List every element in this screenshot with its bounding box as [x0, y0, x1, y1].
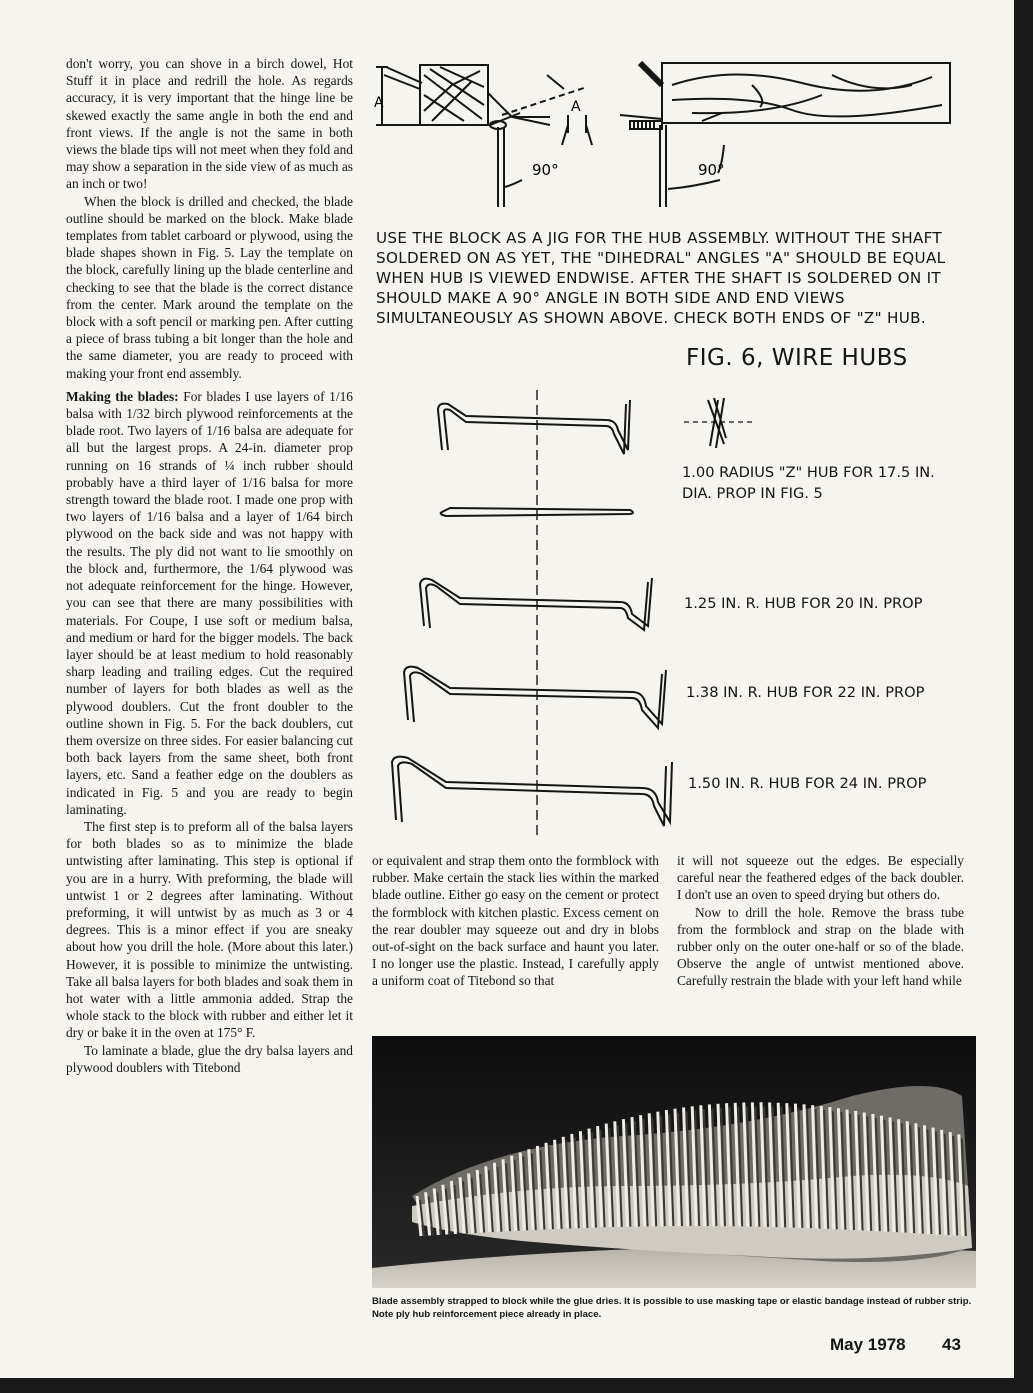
hub-jig-diagram — [372, 55, 962, 215]
hub-label-4: 1.50 IN. R. HUB FOR 24 IN. PROP — [688, 775, 927, 792]
wire-hubs-drawing — [380, 380, 680, 840]
angle-label-90: 90° — [532, 161, 559, 179]
paragraph: The first step is to preform all of the balsa layers for both blades so as to minimize the blade untwisting after laminating. This step is optional if you are in a hurry. With preforming, the blade will untwist 1 or 2 degrees after laminating. Without preforming, it will untwist by as much as 3 or 4 degrees. This is a minor effect if you are sneaky about how you drill the hole. (More about this later.) However, it is possible to minimize the untwisting. Take all balsa layers for both blades and soak them in hot water with a little ammonia added. Strap the whole stack to the block with rubber and either let it dry or bake it in the oven at 175° F. — [66, 818, 353, 1041]
hub-label-1 — [682, 462, 942, 504]
scan-edge-bottom — [0, 1378, 1033, 1393]
angle-label-a: A — [571, 99, 581, 115]
paragraph: To laminate a blade, glue the dry balsa layers and plywood doublers with Titebond — [66, 1042, 353, 1075]
hub-label-3: 1.38 IN. R. HUB FOR 22 IN. PROP — [686, 684, 925, 701]
page-number: 43 — [942, 1335, 961, 1354]
section-text: For blades I use layers of 1/16 balsa with 1/32 birch plywood reinforcements at the blade root. Two layers of 1/16 balsa are adequate for all but the largest props. A 24-in. diameter prop running on 16 strands of ¼ inch rubber should probably have a third layer of 1/16 balsa for more strength toward the blade root. I made one prop with two layers of 1/16 balsa and a layer of 1/64 birch plywood on the back side and was not happy with the results. The ply did not want to lie smoothly on the block and, furthermore, the 1/64 plywood was not adequate reinforcement for the hinge. However, you can see that there are many possibilities with materials. For Coupe, I use soft or medium balsa, and medium or hard for the bigger models. The back layer should be at least medium to hold reasonably sharp leading and trailing edges. Cut the required number of layers for both blades as well as the plywood doublers. Cut the front doubler to the outline shown in Fig. 5. For the back doublers, cut them oversize on three sides. For easier balancing cut both back layers from the same sheet, both front layers, etc. Sand a feather edge on the doublers as indicated in Fig. 5 and you are ready to begin laminating. — [66, 388, 353, 817]
jig-instructions — [376, 228, 964, 328]
hub-label-text: 1.00 RADIUS "Z" HUB FOR 17.5 IN. DIA. PROP IN FIG. 5 — [682, 464, 935, 502]
hub-end-view-symbol — [680, 392, 760, 454]
paragraph: Now to drill the hole. Remove the brass tube from the formblock and strap on the blade with rubber only on the outer one-half or so of the blade. Observe the angle of untwist mentioned above. Carefully restrain the blade with your left hand while — [677, 904, 964, 989]
hub-label-2: 1.25 IN. R. HUB FOR 20 IN. PROP — [684, 595, 923, 612]
paragraph — [66, 388, 353, 818]
article-column-3 — [677, 852, 964, 990]
paragraph: When the block is drilled and checked, the blade outline should be marked on the block. Make blade templates from tablet carboard or plywood, using the blade shapes shown in Fig. 5. Lay the template on the block, carefully lining up the blade centerline and checking to see that the blade is the correct distance from the center. Mark around the template on the block with a soft pencil or marking pen. After cutting a piece of brass tubing a bit longer than the hole and the same diameter, you are ready to proceed with making your front end assembly. — [66, 193, 353, 381]
paragraph: don't worry, you can shove in a birch dowel, Hot Stuff it in place and redrill the hole. As regards accuracy, it is very important that the hinge line be skewed exactly the same angle in both the end and front views. If the angle is not the same in both views the blade tips will not meet when they fold and may show a separation in the side view of as much as an inch or two! — [66, 56, 353, 192]
photo-caption: Blade assembly strapped to block while the glue dries. It is possible to use masking tape or elastic bandage instead of rubber strip. Note ply hub reinforcement piece already in place. — [372, 1296, 972, 1320]
footer-date: May 1978 — [830, 1335, 906, 1354]
blade-assembly-photo — [372, 1036, 976, 1288]
article-column-1 — [66, 55, 353, 1076]
scan-edge-right — [1014, 0, 1033, 1393]
paragraph: or equivalent and strap them onto the formblock with rubber. Make certain the stack lies within the marked blade outline. Either go easy on the cement or protect the formblock with kitchen plastic. Excess cement on the rear doubler may squeeze out and dry in blobs out-of-sight on the back surface and haunt you later. I no longer use the plastic. Instead, I carefully apply a uniform coat of Titebond so that — [372, 853, 659, 989]
jig-caption-text: USE THE BLOCK AS A JIG FOR THE HUB ASSEMBLY. WITHOUT THE SHAFT SOLDERED ON AS YET, THE "DIHEDRAL" ANGLES "A" SHOULD BE EQUAL WHEN HUB IS VIEWED ENDWISE. AFTER THE SHAFT IS SOLDERED ON IT SHOULD MAKE A 90° ANGLE IN BOTH SIDE AND END VIEWS SIMULTANEOUSLY AS SHOWN ABOVE. CHECK BOTH ENDS OF "Z" HUB. — [376, 229, 946, 327]
figure-title: FIG. 6, WIRE HUBS — [686, 345, 908, 371]
angle-label-90: 90° — [698, 161, 725, 179]
article-column-2 — [372, 852, 659, 990]
section-heading: Making the blades: — [66, 388, 179, 404]
angle-label-a: A — [374, 95, 384, 111]
paragraph: it will not squeeze out the edges. Be especially careful near the feathered edges of the back doubler. I don't use an oven to speed drying but others do. — [677, 853, 964, 903]
